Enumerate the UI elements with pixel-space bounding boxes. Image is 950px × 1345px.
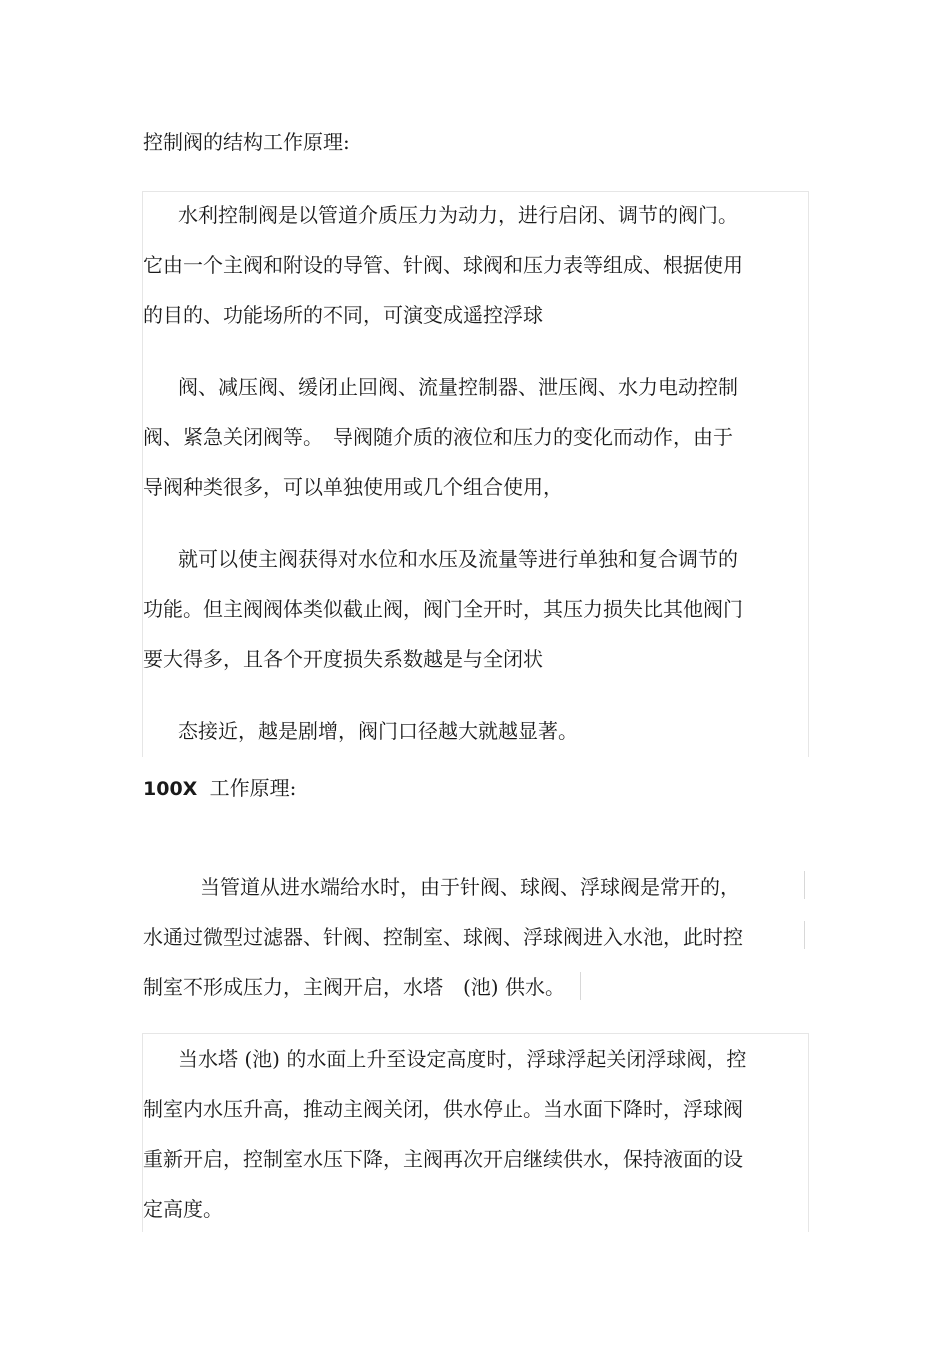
paragraph-line: 的目的、功能场所的不同，可演变成遥控浮球 <box>143 303 543 327</box>
paragraph-line: 导阀种类很多，可以单独使用或几个组合使用， <box>143 475 563 499</box>
paragraph-line: 当管道从进水端给水时，由于针阀、球阀、浮球阀是常开的， <box>200 875 740 899</box>
paragraph-line: 它由一个主阀和附设的导管、针阀、球阀和压力表等组成、根据使用 <box>143 253 743 277</box>
paragraph-line: 要大得多，且各个开度损失系数越是与全闭状 <box>143 647 543 671</box>
section-heading-structure: 控制阀的结构工作原理: <box>143 130 350 154</box>
frame-rule <box>580 972 581 1000</box>
frame-rule <box>804 871 805 899</box>
model-number: 100X <box>143 778 198 800</box>
paragraph-line: 阀、紧急关闭阀等。 导阀随介质的液位和压力的变化而动作，由于 <box>143 425 733 449</box>
paragraph-line: 态接近，越是剧增，阀门口径越大就越显著。 <box>178 719 578 743</box>
heading-text: 工作原理: <box>209 776 297 800</box>
paragraph-line: 水通过微型过滤器、针阀、控制室、球阀、浮球阀进入水池，此时控 <box>143 925 743 949</box>
paragraph-line: 重新开启，控制室水压下降，主阀再次开启继续供水，保持液面的设 <box>143 1147 743 1171</box>
paragraph-line: 当水塔 (池) 的水面上升至设定高度时，浮球浮起关闭浮球阀，控 <box>178 1047 747 1071</box>
paragraph-line: 就可以使主阀获得对水位和水压及流量等进行单独和复合调节的 <box>178 547 738 571</box>
paragraph-line: 制室内水压升高，推动主阀关闭，供水停止。当水面下降时，浮球阀 <box>143 1097 743 1121</box>
paragraph-line: 定高度。 <box>143 1197 223 1221</box>
paragraph-line: 制室不形成压力，主阀开启，水塔 (池) 供水。 <box>143 975 565 999</box>
paragraph-line: 阀、减压阀、缓闭止回阀、流量控制器、泄压阀、水力电动控制 <box>178 375 738 399</box>
frame-rule <box>804 921 805 949</box>
paragraph-line: 功能。但主阀阀体类似截止阀，阀门全开时，其压力损失比其他阀门 <box>143 597 743 621</box>
section-heading-100x <box>143 775 296 802</box>
paragraph-line: 水利控制阀是以管道介质压力为动力，进行启闭、调节的阀门。 <box>178 203 738 227</box>
